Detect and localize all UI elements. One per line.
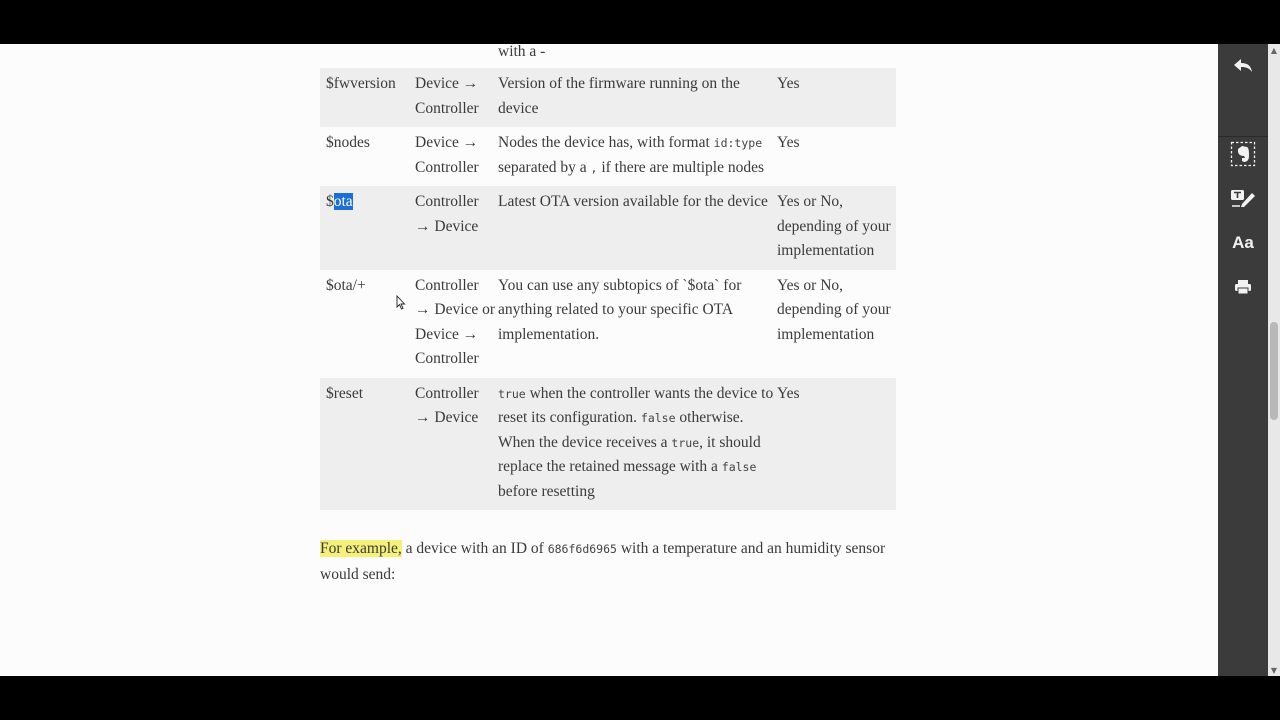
back-button[interactable]: [1218, 46, 1268, 86]
description-cell: You can use any subtopics of `$ota` for anything related to your specific OTA implementation.: [498, 276, 742, 343]
table-row: [320, 378, 896, 511]
description-text: otherwise. When the device receives a: [498, 409, 744, 451]
paragraph-text: with a temperature and an humidity sensor would send:: [320, 540, 886, 583]
attribute-cell: [320, 186, 415, 270]
direction-cell: Controller → Device: [415, 384, 479, 426]
direction-cell: Controller → Device: [415, 193, 479, 235]
inline-code: false: [721, 460, 757, 474]
article-content: [320, 44, 896, 603]
required-cell: Yes or No, depending of your implementation: [777, 276, 891, 343]
attribute-prefix: $: [326, 193, 334, 210]
highlighted-text: For example,: [320, 540, 402, 557]
fragment-text: with a -: [498, 44, 546, 60]
direction-cell: Device → Controller: [415, 75, 479, 117]
inline-code: true: [498, 386, 526, 401]
evernote-icon: [1230, 141, 1256, 167]
table-row: [320, 270, 896, 378]
vertical-scrollbar[interactable]: [1268, 44, 1280, 676]
font-size-button[interactable]: [1218, 223, 1268, 263]
inline-code: id:type: [713, 136, 763, 150]
description-cell: [498, 378, 777, 511]
paragraph-text: a device with an ID of: [401, 540, 548, 557]
inline-code: true: [671, 435, 700, 450]
description-text: , it should replace the retained message with a: [498, 433, 761, 475]
edit-button[interactable]: [1218, 178, 1268, 218]
description-cell: Latest OTA version available for the device: [498, 193, 768, 210]
description-cell: [498, 127, 777, 186]
attribute-cell: $fwversion: [326, 75, 396, 92]
back-arrow-icon: [1232, 57, 1254, 75]
print-icon: [1234, 279, 1252, 295]
scroll-down-arrow-icon[interactable]: ▼: [1270, 665, 1278, 675]
table-row: [320, 68, 896, 127]
attribute-cell: $ota/+: [326, 276, 366, 294]
description-cell: Version of the firmware running on the device: [498, 75, 740, 117]
table-row: [320, 186, 896, 270]
mouse-cursor-icon: [396, 295, 406, 311]
required-cell: Yes or No, depending of your implementation: [777, 193, 891, 259]
print-button[interactable]: [1218, 267, 1268, 307]
direction-cell: Controller → Device or Device → Controller: [415, 276, 496, 367]
inline-code: false: [640, 411, 676, 425]
inline-code: ,: [590, 160, 598, 175]
attribute-cell: $reset: [326, 384, 364, 402]
example-paragraph: [320, 536, 896, 587]
selected-text[interactable]: ota: [333, 193, 353, 210]
required-cell: Yes: [777, 134, 800, 151]
attributes-table: [320, 68, 896, 510]
description-text: separated by a: [498, 158, 591, 176]
evernote-button[interactable]: [1218, 134, 1268, 174]
scroll-up-arrow-icon[interactable]: ▲: [1270, 45, 1278, 55]
reader-toolbar: [1218, 44, 1268, 676]
description-text: if there are multiple nodes: [597, 158, 765, 176]
required-cell: Yes: [777, 75, 800, 92]
table-fragment: [320, 44, 896, 68]
font-size-icon: Aa: [1232, 233, 1254, 252]
direction-cell: Device → Controller: [415, 134, 479, 176]
description-text: before resetting: [498, 482, 595, 500]
description-text: when the controller wants the device to reset its configuration.: [498, 384, 774, 426]
required-cell: Yes: [777, 384, 800, 402]
inline-code: 686f6d6965: [547, 542, 617, 556]
description-text: Nodes the device has, with format: [498, 134, 714, 151]
reader-page: [0, 44, 1218, 676]
scroll-thumb[interactable]: [1270, 322, 1278, 420]
edit-text-icon: [1230, 188, 1256, 208]
attribute-cell: $nodes: [326, 134, 370, 151]
table-row: [320, 127, 896, 186]
